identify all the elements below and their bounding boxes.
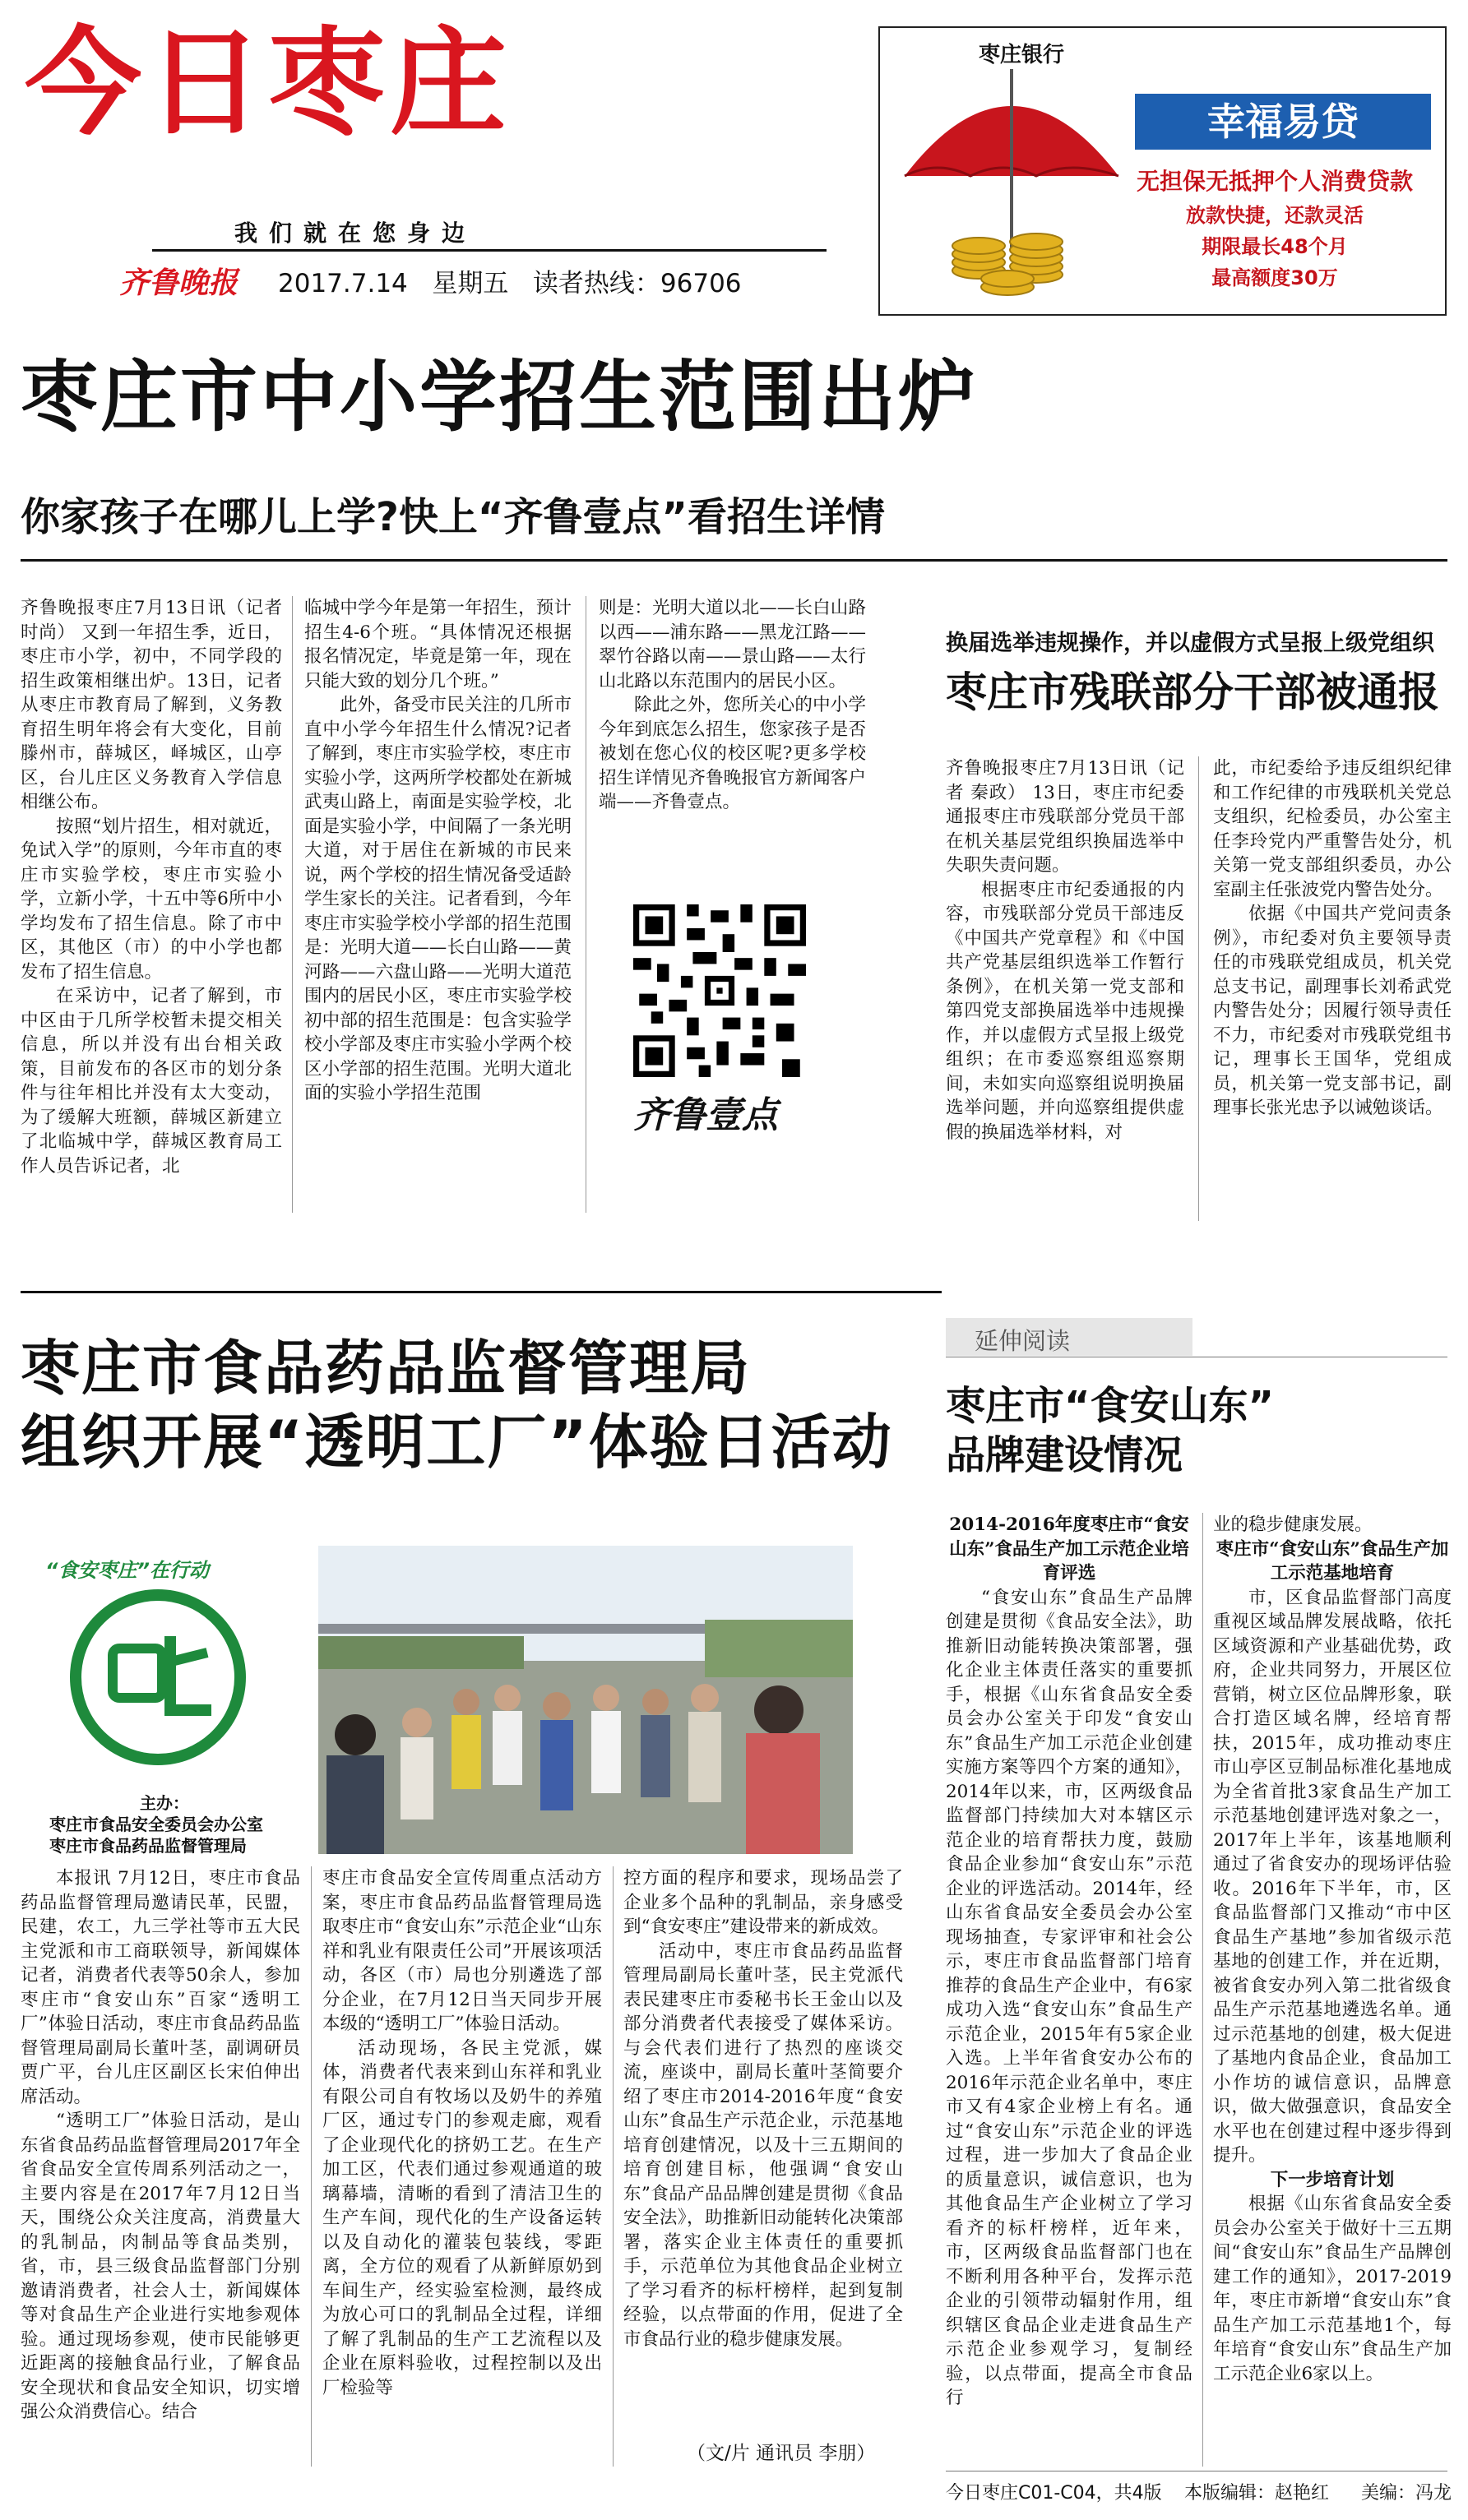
reading-paragraph: 业的稳步健康发展。 xyxy=(1213,1514,1373,1535)
reading-paragraph: “食安山东”食品生产品牌创建是贯彻《食品安全法》，助推新旧动能转换决策部署，强化企业主体责任落实的重要抓手，根据《山东省食品安全委员会办公室关于印发“食安山东”食品生产加工示范企业创建实施方案等四个方案的通知》，2014年以来，市，区两级食品监督部门持续加大对本辖区示范企业的培育帮扶力度，鼓励食品企业参加“食安山东”示范企业的评选活动。2014年，经山东省食品安全委员会办公室现场抽查，专家评审和社会公示，枣庄市食品监督部门培育推荐的食品生产企业中，有6家成功入选“食安山东”食品生产示范企业，2015年有5家企业入选。上半年省食安办公布的2016年示范企业名单中，枣庄市又有4家企业榜上有名。通过“食安山东”示范企业的评选过程，进一步加大了食品企业的质量意识，诚信意识，也为其他食品生产企业树立了学习看齐的标杆榜样，近年来，市，区两级食品监督部门也在不断利用各种平台，发挥示范企业的引领带动辐射作用，组织辖区食品企业走进食品生产示范企业参观学习，复制经验，以点带面，提高全市食品行 xyxy=(946,1587,1192,2408)
column-divider xyxy=(311,1866,312,2467)
reading-column-1 xyxy=(946,1513,1192,2467)
bank-name: 枣庄银行 xyxy=(979,43,1065,67)
qilu-app-logo: 齐鲁壹点 xyxy=(633,1094,778,1136)
food-byline: （文/片 通讯员 李朋） xyxy=(687,2443,876,2464)
food-paragraph: 本报讯 7月12日，枣庄市食品药品监督管理局邀请民革，民盟，民建，农工，九三学社等市五大民主党派和市工商联领导，新闻媒体记者，消费者代表等50余人，参加枣庄市“食安山东”百家“透明工厂”体验日活动，枣庄市食品药品监督管理局副局长董叶茎，副调研员贾广平，台儿庄区副区长宋伯伸出席活动。 xyxy=(21,1868,300,2107)
section-rule xyxy=(21,1291,942,1293)
event-photo xyxy=(318,1546,853,1854)
food-column-3 xyxy=(623,1866,903,2442)
story-paragraph: 根据枣庄市纪委通报的内容，市残联部分党员干部违反《中国共产党章程》和《中国共产党基层组织选举工作暂行条例》，在机关第一党支部和第四党支部换届选举中违规操作，并以虚假方式呈报上级党组织；在市委巡察组巡察期间，未如实向巡察组说明换届选举问题，并向巡察组提供虚假的换届选举材料，对 xyxy=(946,879,1184,1143)
disabled-story-kicker: 换届选举违规操作，并以虚假方式呈报上级党组织 xyxy=(946,631,1434,656)
food-headline-line-2: 组织开展“透明工厂”体验日活动 xyxy=(21,1408,893,1477)
ad-product-name: 幸福易贷 xyxy=(1135,94,1431,150)
reading-tag: 延伸阅读 xyxy=(975,1327,1071,1355)
food-paragraph: 枣庄市食品安全宣传周重点活动方案，枣庄市食品药品监督管理局选取枣庄市“食安山东”示范企业“山东祥和乳业有限责任公司”开展该项活动，各区（市）局也分别遴选了部分企业，在7月12日当天同步开展本级的“透明工厂”体验日活动。 xyxy=(322,1868,602,2034)
sponsor-2: 枣庄市食品药品监督管理局 xyxy=(49,1836,247,1856)
brand-logo: 齐鲁晚报 xyxy=(119,266,238,300)
food-headline-line-1: 枣庄市食品药品监督管理局 xyxy=(21,1334,752,1403)
column-divider xyxy=(1198,756,1199,1221)
story-paragraph: 齐鲁晚报枣庄7月13日讯（记者 秦政） 13日，枣庄市纪委通报枣庄市残联部分党员干部在机关基层党组织换届选举中失职失责问题。 xyxy=(946,758,1184,876)
food-paragraph: 控方面的程序和要求，现场品尝了企业多个品种的乳制品，亲身感受到“食安枣庄”建设带来的新成效。 xyxy=(623,1868,903,1937)
disabled-story-column-1 xyxy=(946,756,1184,1221)
lead-column-3 xyxy=(599,596,866,876)
reading-headline-line-2: 品牌建设情况 xyxy=(946,1432,1183,1478)
footer-designer: 美编：冯龙 xyxy=(1361,2483,1452,2504)
lead-paragraph: 除此之外，您所关心的中小学今年到底怎么招生，您家孩子是否被划在您心仪的校区呢?更多学校招生详情见齐鲁晚报官方新闻客户端——齐鲁壹点。 xyxy=(599,695,866,812)
sponsor-label: 主办： xyxy=(140,1793,189,1813)
reading-subhead: 2014-2016年度枣庄市“食安山东”食品生产加工示范企业培育评选 xyxy=(949,1514,1189,1584)
masthead-rule xyxy=(152,249,827,252)
dateline xyxy=(278,262,742,299)
food-safety-logo-text: “食安枣庄”在行动 xyxy=(45,1559,209,1582)
sponsor-block xyxy=(49,1792,263,1856)
food-paragraph: 活动中，枣庄市食品药品监督管理局副局长董叶茎，民主党派代表民建枣庄市委秘书长王金山以及部分消费者代表接受了媒体采访。与会代表们进行了热烈的座谈交流，座谈中，副局长董叶茎简要介绍了枣庄市2014-2016年度“食安山东”食品生产示范企业，示范基地培育创建情况，以及十三五期间的培育创建目标，他强调“食安山东”食品产品品牌创建是贯彻《食品安全法》，助推新旧动能转化决策部署，落实企业主体责任的重要抓手，示范单位为其他食品企业树立了学习看齐的标杆榜样，起到复制经验，以点带面的作用，促进了全市食品行业的稳步健康发展。 xyxy=(623,1940,903,2350)
reading-column-2 xyxy=(1213,1513,1452,2467)
lead-subhead: 你家孩子在哪儿上学?快上“齐鲁壹点”看招生详情 xyxy=(21,494,885,540)
lead-column-2 xyxy=(304,596,572,1213)
section-rule xyxy=(21,559,1447,562)
story-paragraph: 此，市纪委给予违反组织纪律和工作纪律的市残联机关党总支组织，纪检委员，办公室主任李玲党内严重警告处分，机关第一党支部组织委员，办公室副主任张波党内警告处分。 xyxy=(1213,758,1452,900)
issue-weekday: 星期五 xyxy=(432,269,509,298)
food-column-2 xyxy=(322,1866,602,2467)
lead-column-1 xyxy=(21,596,282,1213)
story-paragraph: 依据《中国共产党问责条例》，市纪委对负主要领导责任的市残联党组成员，机关党总支书记，副理事长刘希武党内警告处分；因履行领导责任不力，市纪委对市残联党组书记，理事长王国华，党组成员，机关第一党支部书记，副理事长张光忠予以诫勉谈话。 xyxy=(1213,904,1452,1118)
umbrella-coins-icon xyxy=(888,53,1135,307)
lead-headline: 枣庄市中小学招生范围出炉 xyxy=(21,353,979,442)
food-paragraph: “透明工厂”体验日活动，是山东省食品药品监督管理局2017年全省食品安全宣传周系列活动之一，主要内容是在2017年7月12日当天，围绕公众关注度高，消费量大的乳制品，肉制品等食品类别，省，市，县三级食品监督部门分别邀请消费者，社会人士，新闻媒体等对食品生产企业进行实地参观体验。通过现场参观，使市民能够更近距离的接触食品行业，了解食品安全现状和食品安全知识，切实增强公众消费信心。结合 xyxy=(21,2111,300,2422)
ad-line-1: 无担保无抵押个人消费贷款 xyxy=(1136,168,1413,195)
food-paragraph: 活动现场，各民主党派，媒体，消费者代表来到山东祥和乳业有限公司自有牧场以及奶牛的养殖厂区，通过专门的参观走廊，观看了企业现代化的挤奶工艺。在生产加工区，代表们通过参观通道的玻璃幕墙，清晰的看到了清洁卫生的生产车间，现代化的生产设备运转以及自动化的灌装包装线，零距离，全方位的观看了从新鲜原奶到车间生产，经实验室检测，最终成为放心可口的乳制品全过程，详细了解了乳制品的生产工艺流程以及企业在原料验收，过程控制以及出厂检验等 xyxy=(322,2037,602,2398)
disabled-story-column-2 xyxy=(1213,756,1452,1221)
issue-date: 2017.7.14 xyxy=(278,269,408,298)
reading-headline-line-1: 枣庄市“食安山东” xyxy=(946,1383,1275,1429)
reading-paragraph: 根据《山东省食品安全委员会办公室关于做好十三五期间“食安山东”食品生产品牌创建工作的通知》，2017-2019年，枣庄市新增“食安山东”食品生产加工示范基地1个，每年培育“食安山东”食品生产加工示范企业6家以上。 xyxy=(1213,2194,1452,2384)
qr-code-icon[interactable] xyxy=(633,904,806,1077)
footer-pages: 今日枣庄C01-C04，共4版 xyxy=(946,2483,1162,2504)
masthead-title: 今日枣庄 xyxy=(25,15,512,151)
food-column-1 xyxy=(21,1866,300,2467)
reading-subhead: 枣庄市“食安山东”食品生产加工示范基地培育 xyxy=(1216,1538,1449,1584)
footer-editor: 本版编辑：赵艳红 xyxy=(1184,2483,1330,2504)
ad-line-2: 放款快捷，还款灵活 xyxy=(1186,204,1364,227)
lead-paragraph: 齐鲁晚报枣庄7月13日讯（记者 时尚） 又到一年招生季，近日，枣庄市小学，初中，不同学段的招生政策相继出炉。13日，记者从枣庄市教育局了解到，义务教育招生明年将会有大变化，目前滕州市，薛城区，峄城区，山亭区，台儿庄区义务教育入学信息相继公布。 xyxy=(21,598,282,812)
food-safety-logo-icon xyxy=(51,1562,265,1776)
reading-paragraph: 市，区食品监督部门高度重视区域品牌发展战略，依托区域资源和产业基础优势，政府，企业共同努力，开展区位营销，树立区位品牌形象，联合打造区域名牌，经培育帮扶，2015年，成功推动枣庄市山亭区豆制品标准化基地成为全省首批3家食品生产加工示范基地创建评选对象之一，2017年上半年，该基地顺利通过了省食安办的现场评估验收。2016年下半年，市，区食品监督部门又推动“市中区食品生产基地”参加省级示范基地的创建工作，并在近期，被省食安办列入第二批省级食品生产示范基地遴选名单。通过示范基地的创建，极大促进了基地内食品企业，食品加工小作坊的诚信意识，品牌意识，做大做强意识，食品安全水平也在创建过程中逐步得到提升。 xyxy=(1213,1587,1452,2166)
sponsor-1: 枣庄市食品安全委员会办公室 xyxy=(49,1815,263,1834)
column-divider xyxy=(613,1866,614,2467)
lead-paragraph: 按照“划片招生，相对就近，免试入学”的原则，今年市直的枣庄市实验学校，枣庄市实验小学，立新小学，十五中等6所中小学均发布了招生信息。除了市中区，其他区（市）的中小学也都发布了招生信息。 xyxy=(21,816,282,983)
column-divider xyxy=(1202,1513,1203,2467)
ad-line-3: 期限最长48个月 xyxy=(1202,235,1348,258)
column-divider xyxy=(292,596,293,1213)
reader-hotline: 读者热线：96706 xyxy=(532,269,742,298)
disabled-story-headline: 枣庄市残联部分干部被通报 xyxy=(946,668,1439,716)
lead-paragraph: 临城中学今年是第一年招生，预计招生4-6个班。“具体情况还根据报名情况定，毕竟是第一年，现在只能大致的划分几个班。” xyxy=(304,598,572,691)
lead-paragraph: 此外，备受市民关注的几所市直中小学今年招生什么情况?记者了解到，枣庄市实验学校，枣庄市实验小学，这两所学校都处在新城武夷山路上，南面是实验学校，北面是实验小学，中间隔了一条光明大道，对于居住在新城的市民来说，两个学校的招生情况备受适龄学生家长的关注。记者看到，今年枣庄市实验学校小学部的招生范围是：光明大道——长白山路——黄河路——六盘山路——光明大道范围内的居民小区，枣庄市实验学校初中部的招生范围是：包含实验学校小学部及枣庄市实验小学两个校区小学部的招生范围。光明大道北面的实验小学招生范围 xyxy=(304,695,572,1103)
lead-paragraph: 在采访中，记者了解到，市中区由于几所学校暂未提交相关信息，所以并没有出台相关政策，目前发布的各区市的划分条件与往年相比并没有太大变动，为了缓解大班额，薛城区新建立了北临城中学，薛城区教育局工作人员告诉记者，北 xyxy=(21,986,282,1177)
ad-line-4: 最高额度30万 xyxy=(1211,266,1338,289)
bank-advertisement[interactable] xyxy=(878,26,1447,316)
lead-paragraph: 则是：光明大道以北——长白山路以西——浦东路——黑龙江路——翠竹谷路以南——景山路——太行山北路以东范围内的居民小区。 xyxy=(599,598,866,691)
reading-subhead: 下一步培育计划 xyxy=(1270,2169,1395,2190)
masthead-slogan: 我们就在您身边 xyxy=(234,220,477,247)
